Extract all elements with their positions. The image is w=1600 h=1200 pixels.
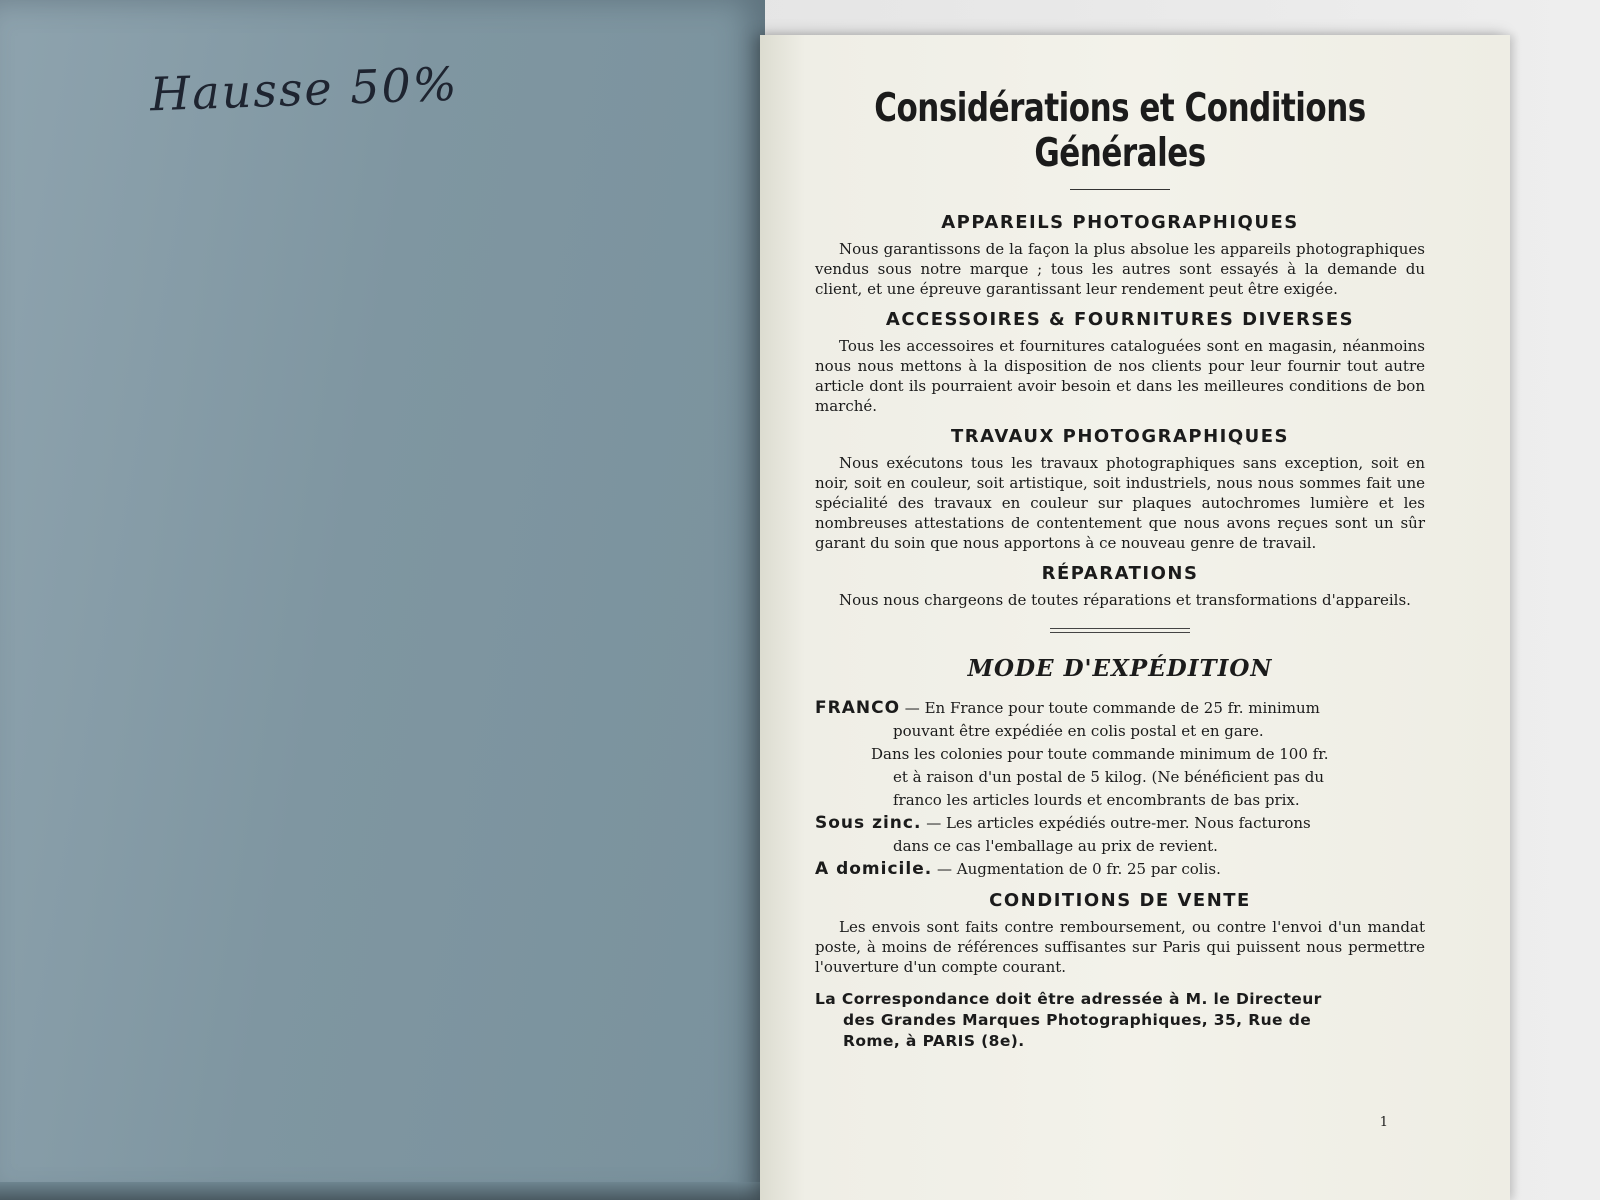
franco-text-2: pouvant être expédiée en colis postal et en gare. — [893, 722, 1264, 740]
section-heading-appareils: APPAREILS PHOTOGRAPHIQUES — [941, 212, 1299, 233]
title-divider — [1070, 189, 1170, 190]
handwritten-note: Hausse 50% — [149, 56, 460, 122]
franco-row — [815, 698, 1425, 719]
sale-text: Les envois sont faits contre remboursement, ou contre l'envoi d'un mandat poste, à moins de références suffisantes sur Paris qui puissent nous permettre l'ouverture d'un compte courant. — [815, 918, 1425, 976]
correspondence-block — [815, 989, 1425, 1052]
page-content — [815, 86, 1425, 1052]
domicile-row — [815, 859, 1425, 880]
domicile-label: A domicile. — [815, 859, 933, 879]
correspondence-line-3: Rome, à PARIS (8e). — [843, 1032, 1025, 1050]
catalog-page — [760, 35, 1510, 1200]
franco-text-1: — En France pour toute commande de 25 fr. minimum — [904, 699, 1320, 717]
franco-text-3: Dans les colonies pour toute commande minimum de 100 fr. — [871, 745, 1329, 763]
franco-text-5: franco les articles lourds et encombrants de bas prix. — [893, 791, 1300, 809]
correspondence-line-2: des Grandes Marques Photographiques, 35, Rue de — [843, 1011, 1312, 1029]
section-heading-travaux: TRAVAUX PHOTOGRAPHIQUES — [950, 426, 1290, 447]
franco-label: FRANCO — [815, 698, 901, 718]
domicile-text: — Augmentation de 0 fr. 25 par colis. — [936, 860, 1221, 878]
zinc-label: Sous zinc. — [815, 813, 922, 833]
booklet-cover — [0, 0, 765, 1200]
sale-heading: CONDITIONS DE VENTE — [989, 890, 1251, 911]
franco-text-4: et à raison d'un postal de 5 kilog. (Ne bénéficient pas du — [893, 768, 1324, 786]
page-title: Considérations et Conditions Générales — [874, 86, 1366, 176]
section-text-reparations: Nous nous chargeons de toutes réparations et transformations d'appareils. — [839, 591, 1411, 609]
zinc-text-1: — Les articles expédiés outre-mer. Nous facturons — [926, 814, 1311, 832]
section-divider — [1050, 628, 1190, 633]
section-text-appareils: Nous garantissons de la façon la plus absolue les appareils photographiques vendus sous notre marque ; tous les autres sont essayés à la demande du client, et une épreuve garantissant leur rendement peut être exigée. — [815, 240, 1425, 298]
shipping-heading: MODE D'EXPÉDITION — [967, 655, 1273, 682]
zinc-row — [815, 813, 1425, 834]
section-heading-reparations: RÉPARATIONS — [1041, 563, 1199, 584]
section-heading-accessoires: ACCESSOIRES & FOURNITURES DIVERSES — [885, 309, 1355, 330]
zinc-text-2: dans ce cas l'emballage au prix de revient. — [893, 837, 1218, 855]
page-number: 1 — [1379, 1115, 1388, 1130]
section-text-accessoires: Tous les accessoires et fournitures cataloguées sont en magasin, néanmoins nous nous mettons à la disposition de nos clients pour leur fournir tout autre article dont ils pourraient avoir besoin et dans les meilleures conditions de bon marché. — [815, 337, 1425, 415]
section-text-travaux: Nous exécutons tous les travaux photographiques sans exception, soit en noir, soit en couleur, soit artistique, soit industriels, nous nous sommes fait une spécialité des travaux en couleur sur plaques autochromes lumière et les nombreuses attestations de contentement que nous avons reçues sont un sûr garant du soin que nous apportons à ce nouveau genre de travail. — [815, 454, 1425, 552]
correspondence-line-1: La Correspondance doit être adressée à M. le Directeur — [815, 990, 1322, 1008]
